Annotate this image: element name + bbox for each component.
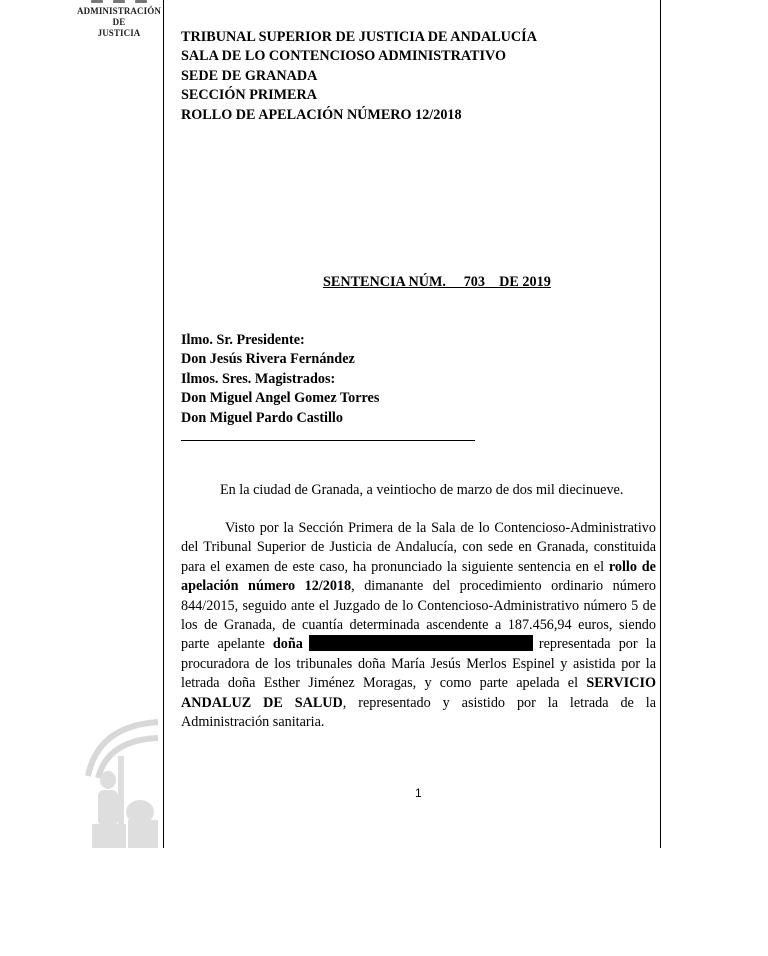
logo-line: JUSTICIA [97, 28, 141, 38]
para-bold: rollo de apelación número 12/2018 [181, 558, 656, 595]
para-bold: doña [272, 636, 303, 653]
page-margin-line-right [660, 0, 661, 848]
header-line: SALA DE LO CONTENCIOSO ADMINISTRATIVO [181, 48, 507, 65]
judge-line: Don Jesús Rivera Fernández [181, 351, 355, 368]
judge-line: Ilmos. Sres. Magistrados: [181, 370, 336, 387]
redacted-name [309, 635, 533, 651]
judges-list [181, 331, 379, 428]
court-header [181, 28, 537, 125]
logo-line: DE [112, 17, 126, 27]
logo-line: ADMINISTRACIÓN [77, 6, 161, 16]
header-line: SEDE DE GRANADA [181, 67, 318, 84]
intro-line: En la ciudad de Granada, a veintiocho de marzo de dos mil diecinueve. [220, 482, 624, 498]
judge-line: Don Miguel Pardo Castillo [181, 409, 343, 426]
header-line: TRIBUNAL SUPERIOR DE JUSTICIA DE ANDALUCÍA [181, 29, 537, 45]
page-margin-line-left [163, 0, 164, 848]
para-bold: SERVICIO ANDALUZ DE SALUD [181, 675, 656, 711]
judge-line: Don Miguel Angel Gomez Torres [181, 390, 380, 407]
para-text: Visto por la Sección Primera de la Sala de lo Contencioso-Administrativo del Tribunal Superior de Justicia de Andalucía, con sede en Granada, constituida para el examen de este caso, ha pronunciado la siguiente sentencia en el [181, 520, 656, 575]
header-line: SECCIÓN PRIMERA [181, 87, 317, 104]
administracion-justicia-logo [74, 0, 164, 44]
para-text: representada por la procuradora de los tribunales doña María Jesús Merlos Espinel y asistida por la letrada doña Esther Jiménez Moragas, y como parte apelada el [181, 636, 656, 692]
header-line: ROLLO DE APELACIÓN NÚMERO 12/2018 [181, 106, 462, 123]
page-number: 1 [415, 786, 422, 800]
sentence-title: SENTENCIA NÚM. 703 DE 2019 [323, 274, 551, 290]
para-text: , dimanante del procedimiento ordinario número 844/2015, seguido ante el Juzgado de lo Contencioso-Administrativo número 5 de los de Granada, de cuantía determinada ascendente a 187.456,94 euros, siendo parte apelante [181, 578, 656, 653]
junta-andalucia-watermark-icon [78, 716, 162, 848]
para-text: , representado y asistido por la letrada de la Administración sanitaria. [181, 694, 656, 731]
body-paragraph [181, 519, 656, 732]
separator-line [181, 440, 475, 441]
judge-line: Ilmo. Sr. Presidente: [181, 332, 305, 348]
